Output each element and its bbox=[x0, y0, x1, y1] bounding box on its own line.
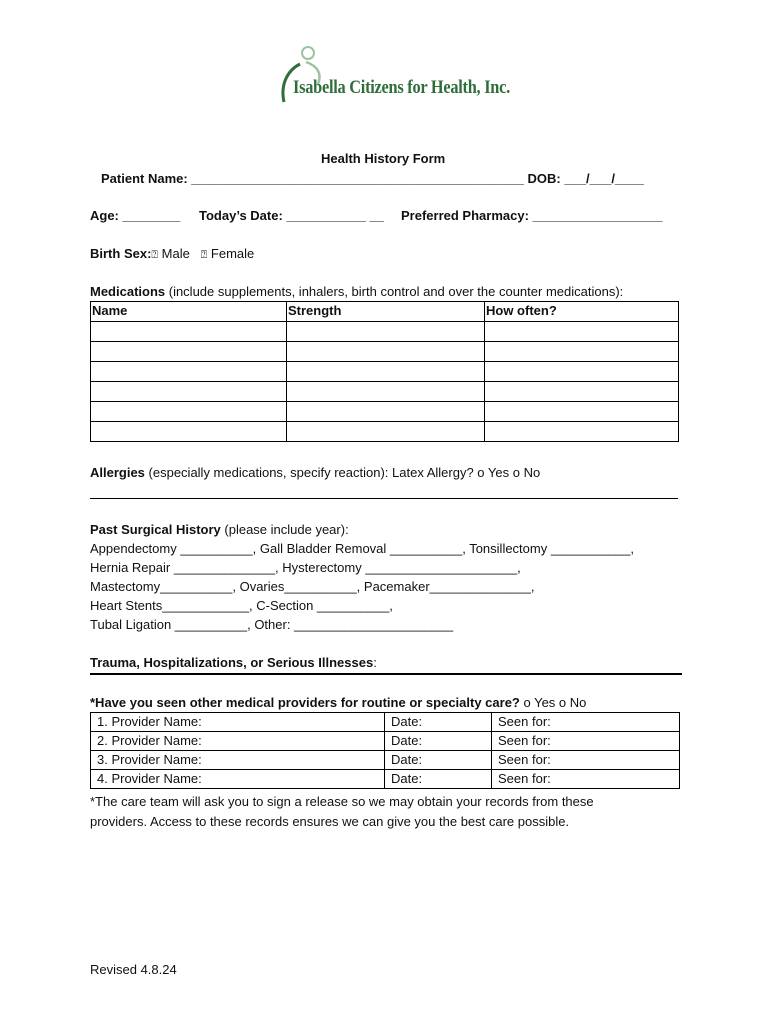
allergies-answer-line[interactable] bbox=[90, 498, 678, 499]
table-row bbox=[91, 770, 680, 789]
cell[interactable] bbox=[485, 422, 679, 442]
surgical-line[interactable]: Tubal Ligation __________, Other: ______________________ bbox=[90, 617, 454, 632]
cell[interactable] bbox=[485, 342, 679, 362]
surgical-line[interactable]: Appendectomy __________, Gall Bladder Removal __________, Tonsillectomy ___________, bbox=[90, 541, 634, 556]
cell[interactable] bbox=[91, 382, 287, 402]
surgical-history-heading bbox=[90, 522, 349, 538]
surgical-title: Past Surgical History bbox=[90, 522, 221, 537]
cell[interactable] bbox=[485, 322, 679, 342]
male-label: Male bbox=[161, 246, 190, 261]
surgical-line[interactable]: Hernia Repair ______________, Hysterectomy _____________________, bbox=[90, 560, 521, 575]
col-how-often: How often? bbox=[485, 302, 679, 322]
provider-name-cell[interactable]: 2. Provider Name: bbox=[91, 732, 385, 751]
providers-question-text: *Have you seen other medical providers for routine or specialty care? bbox=[90, 695, 520, 710]
table-row bbox=[91, 342, 679, 362]
table-row bbox=[91, 402, 679, 422]
surgical-line[interactable]: Heart Stents____________, C-Section __________, bbox=[90, 598, 393, 613]
medications-note: (include supplements, inhalers, birth control and over the counter medications): bbox=[165, 284, 624, 299]
provider-seen-for-cell[interactable]: Seen for: bbox=[492, 770, 680, 789]
cell[interactable] bbox=[91, 342, 287, 362]
cell[interactable] bbox=[287, 422, 485, 442]
providers-table bbox=[90, 712, 680, 789]
surgical-line[interactable]: Mastectomy__________, Ovaries__________, Pacemaker______________, bbox=[90, 579, 535, 594]
provider-date-cell[interactable]: Date: bbox=[385, 713, 492, 732]
male-checkbox[interactable]: ⍰ bbox=[151, 249, 159, 261]
table-row bbox=[91, 322, 679, 342]
cell[interactable] bbox=[91, 422, 287, 442]
cell[interactable] bbox=[91, 362, 287, 382]
medications-table bbox=[90, 301, 679, 442]
provider-seen-for-cell[interactable]: Seen for: bbox=[492, 732, 680, 751]
cell[interactable] bbox=[91, 322, 287, 342]
cell[interactable] bbox=[287, 342, 485, 362]
cell[interactable] bbox=[91, 402, 287, 422]
female-checkbox[interactable]: ⍰ bbox=[200, 249, 208, 261]
cell[interactable] bbox=[287, 402, 485, 422]
trauma-heading bbox=[90, 655, 377, 671]
allergies-title: Allergies bbox=[90, 465, 145, 480]
provider-seen-for-cell[interactable]: Seen for: bbox=[492, 751, 680, 770]
provider-date-cell[interactable]: Date: bbox=[385, 770, 492, 789]
providers-question bbox=[90, 695, 586, 711]
cell[interactable] bbox=[485, 402, 679, 422]
medications-heading bbox=[90, 284, 623, 300]
cell[interactable] bbox=[287, 322, 485, 342]
table-row bbox=[91, 751, 680, 770]
todays-date-field[interactable]: Today’s Date: ___________ __ bbox=[199, 208, 385, 223]
providers-options[interactable]: o Yes o No bbox=[519, 695, 587, 710]
table-row bbox=[91, 362, 679, 382]
provider-name-cell[interactable]: 3. Provider Name: bbox=[91, 751, 385, 770]
age-field[interactable]: Age: ________ bbox=[90, 208, 181, 223]
provider-seen-for-cell[interactable]: Seen for: bbox=[492, 713, 680, 732]
birth-sex-row bbox=[90, 246, 254, 263]
form-title: Health History Form bbox=[321, 151, 446, 166]
preferred-pharmacy-field[interactable]: Preferred Pharmacy: __________________ bbox=[401, 208, 663, 223]
table-row bbox=[91, 382, 679, 402]
col-name: Name bbox=[91, 302, 287, 322]
trauma-colon: : bbox=[373, 655, 377, 670]
table-row bbox=[91, 732, 680, 751]
revision-date: Revised 4.8.24 bbox=[90, 962, 177, 977]
cell[interactable] bbox=[287, 382, 485, 402]
cell[interactable] bbox=[485, 382, 679, 402]
trauma-answer-line[interactable] bbox=[90, 673, 682, 675]
cell[interactable] bbox=[287, 362, 485, 382]
provider-name-cell[interactable]: 4. Provider Name: bbox=[91, 770, 385, 789]
organization-logo bbox=[278, 44, 508, 112]
trauma-title: Trauma, Hospitalizations, or Serious Illnesses bbox=[90, 655, 374, 670]
provider-date-cell[interactable]: Date: bbox=[385, 732, 492, 751]
provider-date-cell[interactable]: Date: bbox=[385, 751, 492, 770]
surgical-note: (please include year): bbox=[220, 522, 349, 537]
col-strength: Strength bbox=[287, 302, 485, 322]
table-row bbox=[91, 422, 679, 442]
table-row bbox=[91, 713, 680, 732]
provider-name-cell[interactable]: 1. Provider Name: bbox=[91, 713, 385, 732]
birth-sex-label: Birth Sex: bbox=[90, 246, 152, 261]
providers-note-line1: *The care team will ask you to sign a release so we may obtain your records from these bbox=[90, 794, 594, 809]
allergies-text: (especially medications, specify reaction): Latex Allergy? o Yes o No bbox=[144, 465, 541, 480]
medications-title: Medications bbox=[90, 284, 166, 299]
cell[interactable] bbox=[485, 362, 679, 382]
female-label: Female bbox=[210, 246, 255, 261]
allergies-question bbox=[90, 465, 540, 481]
patient-name-dob-field[interactable]: Patient Name: ______________________________________________ DOB: ___/___/____ bbox=[101, 171, 644, 186]
providers-note-line2: providers. Access to these records ensures we can give you the best care possible. bbox=[90, 814, 570, 829]
logo-text: Isabella Citizens for Health, Inc. bbox=[293, 77, 510, 98]
medications-header-row bbox=[91, 302, 679, 322]
